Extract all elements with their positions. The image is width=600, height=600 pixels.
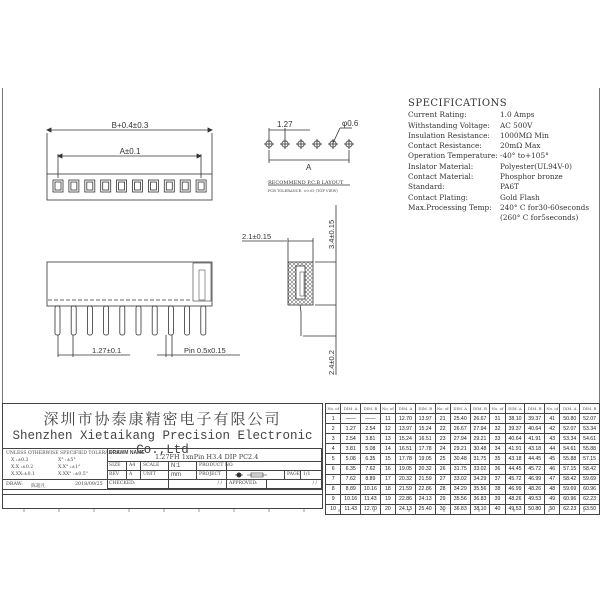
table-cell: 18 xyxy=(380,484,395,494)
spec-row: Contact Resistance: 20mΩ Max xyxy=(408,141,541,151)
drawer-name: 陈超凡 xyxy=(31,484,46,489)
table-cell: 17.78 xyxy=(415,444,435,454)
spec-row: Withstanding Voltage: AC 500V xyxy=(408,120,533,130)
spec-row: Current Rating: 1.0 Amps xyxy=(408,110,535,120)
table-cell: 10.16 xyxy=(361,484,381,494)
table-cell: 36.83 xyxy=(450,504,470,514)
table-row xyxy=(326,414,600,424)
table-cell: 5.08 xyxy=(341,454,361,464)
table-cell: 43 xyxy=(545,434,560,444)
table-cell: 3 xyxy=(326,434,341,444)
table-cell: 24.13 xyxy=(415,494,435,504)
table-cell: 25.40 xyxy=(415,504,435,514)
table-cell: 41 xyxy=(545,414,560,424)
table-cell: 44.45 xyxy=(505,464,525,474)
pin-size-label: Pin 0.5x0.15 xyxy=(184,346,226,355)
table-cell: —— xyxy=(361,414,381,424)
table-cell: 37 xyxy=(490,474,505,484)
table-header-cell: DIM. A xyxy=(560,404,580,414)
table-header-cell: DIM. B xyxy=(470,404,490,414)
table-cell: 45 xyxy=(545,454,560,464)
table-cell: 38.10 xyxy=(505,414,525,424)
table-cell: 7 xyxy=(326,474,341,484)
table-cell: 41.91 xyxy=(505,444,525,454)
table-cell: 2 xyxy=(326,424,341,434)
table-cell: 53.34 xyxy=(560,434,580,444)
table-header-cell: No. of xyxy=(326,404,341,414)
table-cell: 57.15 xyxy=(560,464,580,474)
spec-row: Operation Temperature: -40° to+105° xyxy=(408,151,549,161)
table-cell: 44.45 xyxy=(525,454,545,464)
company-name-cn: 深圳市协泰康精密电子有限公司 xyxy=(43,410,282,428)
table-header-cell: DIM. A xyxy=(505,404,525,414)
table-cell: 50.80 xyxy=(525,504,545,514)
table-cell: 60.96 xyxy=(560,494,580,504)
table-cell: 24.13 xyxy=(396,504,416,514)
table-cell: 38 xyxy=(490,484,505,494)
table-cell: 8 xyxy=(326,484,341,494)
table-cell: 2.54 xyxy=(341,434,361,444)
table-cell: 29.21 xyxy=(470,434,490,444)
table-cell: 4 xyxy=(326,444,341,454)
table-cell: 54.61 xyxy=(560,444,580,454)
spec-row: Standard: PA6T xyxy=(408,182,520,192)
table-cell: 59.69 xyxy=(580,474,600,484)
table-cell: 48.26 xyxy=(505,494,525,504)
table-cell: 44 xyxy=(545,444,560,454)
table-cell: 52.07 xyxy=(580,414,600,424)
projection-symbol-icon xyxy=(227,471,285,480)
table-cell: 53.34 xyxy=(580,424,600,434)
table-cell: 26.67 xyxy=(450,424,470,434)
front-view xyxy=(47,128,212,200)
table-cell: 19.05 xyxy=(396,464,416,474)
table-cell: 8.89 xyxy=(361,474,381,484)
table-cell: 55.88 xyxy=(560,454,580,464)
table-cell: 49.53 xyxy=(525,494,545,504)
table-cell: 7.62 xyxy=(361,464,381,474)
table-cell: 19.05 xyxy=(415,454,435,464)
table-cell: 3.81 xyxy=(341,444,361,454)
pcb-hole-label: φ0.6 xyxy=(342,119,359,128)
table-cell: 1 xyxy=(326,414,341,424)
draw-date: 2018/09/25 xyxy=(75,482,103,487)
table-cell: 32 xyxy=(490,424,505,434)
table-header-cell: DIM. A xyxy=(450,404,470,414)
table-cell: 24 xyxy=(435,444,450,454)
table-cell: 46.99 xyxy=(525,474,545,484)
spec-row: Contact Material: Phosphor bronze xyxy=(408,172,563,182)
table-cell: 58.42 xyxy=(560,474,580,484)
table-cell: 10.16 xyxy=(341,494,361,504)
table-cell: 60.96 xyxy=(580,484,600,494)
table-cell: 12.70 xyxy=(396,414,416,424)
table-cell: 33.02 xyxy=(470,464,490,474)
specifications-block xyxy=(408,99,589,224)
table-row xyxy=(326,424,600,434)
pcb-layout-subtitle: PCB TOLERANCE: ±0.05 (TOP VIEW) xyxy=(268,189,338,193)
table-cell: 30.48 xyxy=(470,444,490,454)
table-cell: 28 xyxy=(435,484,450,494)
table-cell: 6.35 xyxy=(361,454,381,464)
table-row xyxy=(326,494,600,504)
table-cell: 47 xyxy=(545,474,560,484)
table-cell: 16 xyxy=(380,464,395,474)
side-view xyxy=(47,262,240,357)
title-block xyxy=(2,403,323,495)
table-cell: 36 xyxy=(490,464,505,474)
table-cell: 30.48 xyxy=(450,454,470,464)
table-cell: 41.91 xyxy=(525,434,545,444)
table-cell: 42 xyxy=(545,424,560,434)
table-cell: 52.07 xyxy=(560,424,580,434)
table-header-cell: DIM. A xyxy=(341,404,361,414)
spec-row: Max.Processing Temp: 240° C for30-60seconds xyxy=(408,202,590,212)
table-cell: 2.54 xyxy=(361,424,381,434)
table-cell: 63.50 xyxy=(580,504,600,514)
table-row xyxy=(326,434,600,444)
pcb-layout-view xyxy=(264,128,354,185)
table-cell: 48 xyxy=(545,484,560,494)
table-cell: 26 xyxy=(435,464,450,474)
table-cell: 27.94 xyxy=(450,434,470,444)
drawing-info-block: DRAWM NAME 1.27FH 1xnPin H3.4 DIP PC2.4 SIZE A4 SCALE N:1 PRODUCT NO. REV A UNIT mm PROJECT PAGE 1/1 CHECKED: / / APPROVED: / / xyxy=(107,448,322,490)
table-cell: 40.64 xyxy=(505,434,525,444)
table-cell: 29 xyxy=(435,494,450,504)
end-width-label: 2.1±0.15 xyxy=(242,232,272,241)
table-row xyxy=(326,484,600,494)
table-cell: 34.29 xyxy=(450,484,470,494)
table-cell: 33 xyxy=(490,434,505,444)
table-cell: 11 xyxy=(380,414,395,424)
table-cell: 43.18 xyxy=(505,454,525,464)
spec-row: Inslator Material: Polyester(UL94V-0) xyxy=(408,161,572,171)
table-cell: 21 xyxy=(435,414,450,424)
table-cell: 15.24 xyxy=(415,424,435,434)
table-cell: 62.23 xyxy=(580,494,600,504)
table-cell: 16.51 xyxy=(396,444,416,454)
table-cell: 26.67 xyxy=(470,414,490,424)
table-row xyxy=(326,454,600,464)
table-cell: 39.37 xyxy=(525,414,545,424)
table-cell: 17.78 xyxy=(396,454,416,464)
table-cell: 13.97 xyxy=(396,424,416,434)
table-cell: 33.02 xyxy=(450,474,470,484)
table-cell: 49.53 xyxy=(505,504,525,514)
table-cell: 15.24 xyxy=(396,434,416,444)
table-cell: 31 xyxy=(490,414,505,424)
table-cell: 7.62 xyxy=(341,474,361,484)
end-view xyxy=(242,205,336,375)
side-pitch-label: 1.27±0.1 xyxy=(92,346,122,355)
table-cell: 9 xyxy=(326,494,341,504)
table-cell: —— xyxy=(341,414,361,424)
dim-overall-label: B+0.4±0.3 xyxy=(111,121,149,130)
end-height-label: 3.4±0.15 xyxy=(327,219,336,249)
table-cell: 46 xyxy=(545,464,560,474)
table-header-cell: No. of xyxy=(545,404,560,414)
table-cell: 6 xyxy=(326,464,341,474)
table-cell: 30 xyxy=(435,504,450,514)
table-cell: 11.43 xyxy=(341,504,361,514)
table-cell: 20 xyxy=(380,504,395,514)
part-name: 1.27FH 1xnPin H3.4 DIP PC2.4 xyxy=(155,453,259,461)
table-cell: 22.86 xyxy=(396,494,416,504)
spec-row: (260° C for5seconds) xyxy=(500,213,579,223)
table-cell: 49 xyxy=(545,494,560,504)
table-cell: 34.29 xyxy=(470,474,490,484)
table-cell: 43.18 xyxy=(525,444,545,454)
specifications-title: SPECIFICATIONS xyxy=(408,98,508,109)
table-cell: 40 xyxy=(490,504,505,514)
table-cell: 5.08 xyxy=(361,444,381,454)
table-cell: 58.42 xyxy=(580,464,600,474)
table-row xyxy=(326,444,600,454)
table-cell: 15 xyxy=(380,454,395,464)
table-cell: 34 xyxy=(490,444,505,454)
table-cell: 40.64 xyxy=(525,424,545,434)
table-cell: 20.32 xyxy=(396,474,416,484)
table-cell: 54.61 xyxy=(580,434,600,444)
table-cell: 62.23 xyxy=(560,504,580,514)
pcb-layout-title: RECOMMEND P.C.B LAYOUT xyxy=(268,180,344,186)
table-cell: 27.94 xyxy=(470,424,490,434)
company-name-en: Shenzhen Xietaikang Precision Electronic Co.,Ltd xyxy=(12,429,313,457)
table-cell: 50 xyxy=(545,504,560,514)
table-cell: 55.88 xyxy=(580,444,600,454)
table-header-cell: DIM. B xyxy=(525,404,545,414)
table-cell: 45.72 xyxy=(505,474,525,484)
frame-bottom-ticks xyxy=(2,509,599,512)
table-cell: 17 xyxy=(380,474,395,484)
table-cell: 48.26 xyxy=(525,484,545,494)
drawer-row: DRAW: 陈超凡 2018/09/25 xyxy=(3,479,108,490)
table-cell: 16.51 xyxy=(415,434,435,444)
pcb-span-label: A xyxy=(306,163,312,172)
table-cell: 31.75 xyxy=(470,454,490,464)
dimension-table xyxy=(325,403,600,515)
dim-pitch-span-label: A±0.1 xyxy=(119,147,141,156)
table-cell: 21.59 xyxy=(415,474,435,484)
table-cell: 27 xyxy=(435,474,450,484)
table-cell: 14 xyxy=(380,444,395,454)
table-row xyxy=(326,464,600,474)
table-header-cell: DIM. B xyxy=(361,404,381,414)
table-cell: 11.43 xyxy=(361,494,381,504)
pcb-pitch-label: 1.27 xyxy=(277,120,293,129)
table-header-cell: No. of xyxy=(435,404,450,414)
table-cell: 1.27 xyxy=(341,424,361,434)
table-cell: 13.97 xyxy=(415,414,435,424)
table-cell: 39 xyxy=(490,494,505,504)
table-cell: 35.56 xyxy=(470,484,490,494)
table-cell: 38.10 xyxy=(470,504,490,514)
table-cell: 22.86 xyxy=(415,484,435,494)
table-header-cell: No. of xyxy=(490,404,505,414)
table-cell: 12.70 xyxy=(361,504,381,514)
table-cell: 35 xyxy=(490,454,505,464)
table-cell: 12 xyxy=(380,424,395,434)
spec-row: Insulation Resistance: 1000MΩ Min xyxy=(408,130,549,140)
table-cell: 25.40 xyxy=(450,414,470,424)
tail-length-label: 2.4±0.2 xyxy=(327,350,336,375)
table-cell: 57.15 xyxy=(580,454,600,464)
table-cell: 21.59 xyxy=(396,484,416,494)
title-block-footer xyxy=(2,495,323,509)
table-header-cell: DIM. B xyxy=(415,404,435,414)
table-header-cell: No. of xyxy=(380,404,395,414)
table-header-cell: DIM. B xyxy=(580,404,600,414)
table-cell: 13 xyxy=(380,434,395,444)
table-cell: 5 xyxy=(326,454,341,464)
table-cell: 31.75 xyxy=(450,464,470,474)
table-cell: 3.81 xyxy=(361,434,381,444)
table-cell: 10 xyxy=(326,504,341,514)
table-cell: 19 xyxy=(380,494,395,504)
table-cell: 22 xyxy=(435,424,450,434)
table-cell: 50.80 xyxy=(560,414,580,424)
table-cell: 36.83 xyxy=(470,494,490,504)
table-cell: 45.72 xyxy=(525,464,545,474)
table-cell: 20.32 xyxy=(415,464,435,474)
table-cell: 25 xyxy=(435,454,450,464)
table-row xyxy=(326,474,600,484)
table-cell: 23 xyxy=(435,434,450,444)
tolerance-block: UNLESS OTHERWISE SPECIFIED TOLERANCE X :±0.3 X° :±5° X.X :±0.2 X.X° :±1° X.XX:±0.1 X.XX° :±0.5° xyxy=(3,448,108,480)
table-cell: 8.89 xyxy=(341,484,361,494)
table-cell: 39.37 xyxy=(505,424,525,434)
spec-row: Contact Plating: Gold Flash xyxy=(408,192,540,202)
table-cell: 29.21 xyxy=(450,444,470,454)
table-header-row xyxy=(326,404,600,414)
table-cell: 35.56 xyxy=(450,494,470,504)
table-cell: 46.99 xyxy=(505,484,525,494)
table-cell: 59.69 xyxy=(560,484,580,494)
table-cell: 6.35 xyxy=(341,464,361,474)
table-header-cell: DIM. A xyxy=(396,404,416,414)
